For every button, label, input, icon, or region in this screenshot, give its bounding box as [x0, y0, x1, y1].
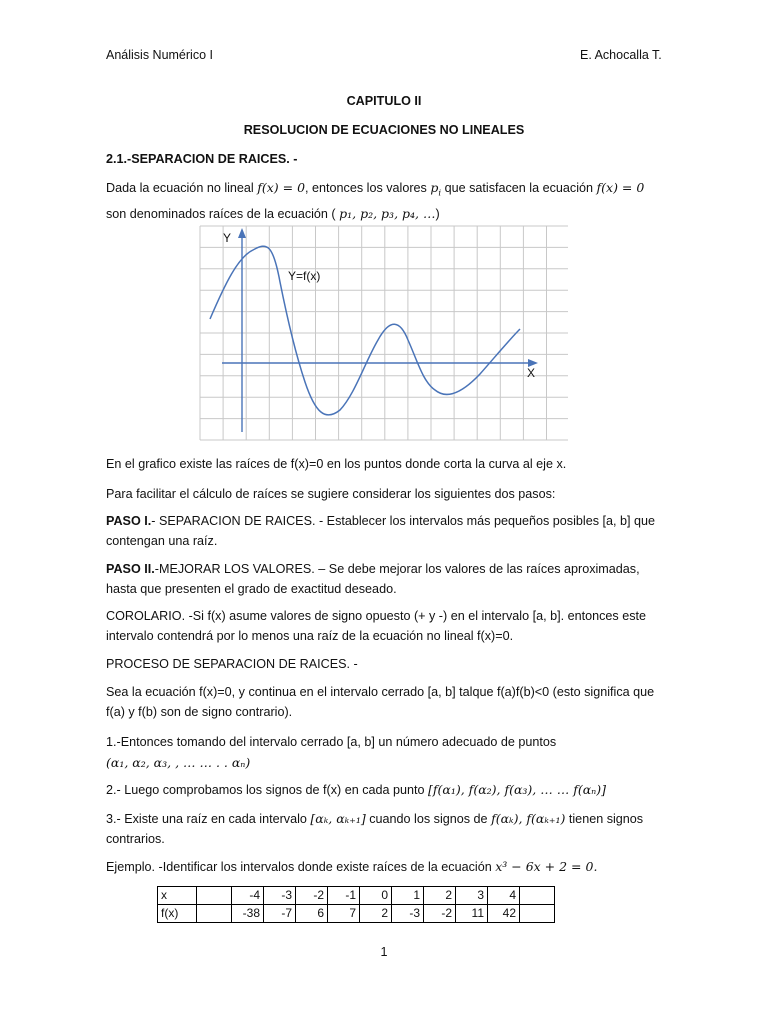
paragraph-sea: Sea la ecuación f(x)=0, y continua en el intervalo cerrado [a, b] talque f(a)f(b)<0 (esto significa que f(a) y f(b) son de signo contrario).: [106, 685, 655, 719]
curve-label: Y=f(x): [288, 269, 321, 283]
doc-title: RESOLUCION DE ECUACIONES NO LINEALES: [243, 123, 525, 137]
section-heading: 2.1.-SEPARACION DE RAICES. -: [106, 152, 298, 166]
ejemplo: Ejemplo. -Identificar los intervalos donde existe raíces de la ecuación x³ − 6x + 2 = 0.: [106, 859, 598, 874]
paso-2: PASO II.-MEJORAR LOS VALORES. – Se debe mejorar los valores de las raíces aproximadas, hasta que presenten el grado de exactitud deseado.: [106, 562, 640, 596]
table-row-fx: f(x) -38 -7 6 7 2 -3 -2 11 42: [158, 905, 555, 923]
step-2: 2.- Luego comprobamos los signos de f(x) en cada punto [f(α₁), f(α₂), f(α₃), … … f(αₙ)]: [106, 782, 606, 797]
paragraph-grafico: En el grafico existe las raíces de f(x)=0 en los puntos donde corta la curva al eje x.: [106, 457, 567, 471]
paso-1: PASO I.- SEPARACION DE RAICES. - Establecer los intervalos más pequeños posibles [a, b] que contengan una raíz.: [106, 514, 656, 548]
chapter-title: CAPITULO II: [346, 94, 422, 108]
row-label: x: [158, 887, 197, 905]
y-axis-label: Y: [223, 231, 232, 245]
header-left: Análisis Numérico I: [106, 48, 213, 62]
values-table: [157, 886, 555, 923]
proceso-heading: PROCESO DE SEPARACION DE RAICES. -: [106, 657, 358, 671]
paso-2-label: PASO II.: [106, 562, 155, 576]
step-3: 3.- Existe una raíz en cada intervalo [αₖ, αₖ₊₁] cuando los signos de f(αₖ), f(αₖ₊₁) tienen signos contrarios.: [106, 811, 644, 846]
paso-1-label: PASO I.: [106, 514, 152, 528]
function-graph: [195, 222, 575, 444]
corolario: COROLARIO. -Si f(x) asume valores de signo opuesto (+ y -) en el intervalo [a, b]. entonces este intervalo contendrá por lo menos una raíz de la ecuación no lineal f(x)=0.: [106, 609, 647, 643]
table-row-x: x -4 -3 -2 -1 0 1 2 3 4: [158, 887, 555, 905]
graph-grid: [200, 226, 568, 440]
paragraph-facilitar: Para facilitar el cálculo de raíces se sugiere considerar los siguientes dos pasos:: [106, 487, 556, 501]
intro-paragraph: Dada la ecuación no lineal f(x) = 0, entonces los valores $p_i$ que satisfacen la ecuación f(x) = 0 son denominados raíces de la ecuación ( p₁, p₂, p₃, p₄, …): [106, 180, 645, 221]
x-axis-label: X: [527, 366, 536, 380]
function-curve: [210, 246, 520, 415]
step-1: 1.-Entonces tomando del intervalo cerrado [a, b] un número adecuado de puntos (α₁, α₂, α₃, , … … . . αₙ): [106, 735, 557, 770]
page-number: 1: [380, 945, 388, 959]
row-label: f(x): [158, 905, 197, 923]
y-axis-arrow-icon: [238, 228, 246, 238]
header-right: E. Achocalla T.: [580, 48, 662, 62]
